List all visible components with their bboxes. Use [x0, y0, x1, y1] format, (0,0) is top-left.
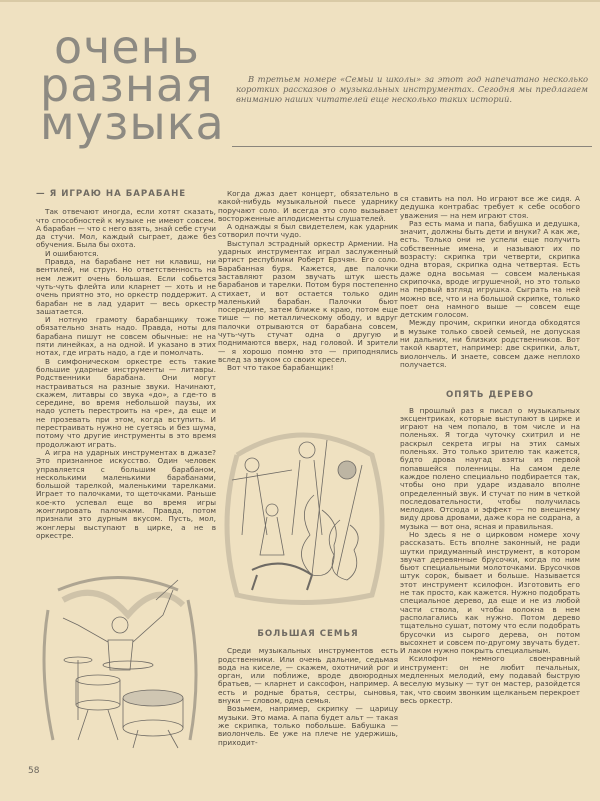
paragraph: Так отвечают иногда, если хотят сказать, что способностей к музыке не имеют совсем. А барабан — что с него взять, знай себе стучи да стучи. Мол, каждый сыграет, даже без обучения. Была бы охота.	[36, 207, 217, 250]
family-orchestra-illustration	[222, 425, 387, 605]
column-middle	[218, 190, 398, 373]
paragraph: А игра на ударных инструментах в джазе? Это признанное искусство. Один человек управляется с большим барабаном, несколькими маленькими барабанами, большой тарелкой, маленькими тарелками. Играет то палочками, то щеточками. Раньше кое-кто успевал еще во время игры жонглировать палочками. Правда, потом признали это дурным вкусом. Пусть, мол, жонглеры выступают в цирке, а не в оркестре.	[36, 447, 216, 540]
divider	[232, 146, 592, 147]
paragraph: Выступал эстрадный оркестр Армении. На ударных инструментах играл заслуженный артист республики Роберт Ерзчян. Его соло. Барабанная буря. Кажется, две палочки заставляют разом звучать штук шесть барабанов и тарелки. Потом буря постепенно стихает, и вот остается только один маленький барабан. Палочки бьют посередине, затем ближе к краю, потом еще тише — по металлическому ободу, и вдруг палочки отрываются от барабана совсем, чуть-чуть стучат одна о другую и поднимаются вверх, над головой. И зрители — я хорошо помню это — приподнялись вслед за звуком со своих кресел.	[218, 238, 398, 364]
column-middle-family	[218, 630, 398, 747]
column-right	[400, 195, 580, 705]
paragraph: Ксилофон немного своенравный инструмент: он не любит печальных, медленных мелодий, ему подавай быструю веселую музыку — тут он мастер, разойдется так, что своим звонким щелканьем перекроет весь оркестр.	[400, 654, 580, 705]
paragraph: И ошибаются.	[45, 248, 99, 258]
paragraph: В симфоническом оркестре есть такие большие ударные инструменты — литавры. Родственники барабана. Они могут настраиваться на разные звуки. Начинают, скажем, литавры со звука «до», а где-то в середине, во время небольшой паузы, их надо успеть перестроить на «ре», да еще и не прозевать при этом, когда вступить. И перестраивать нужно не суетясь и без шума, потому что другие инструменты в это время продолжают играть.	[36, 356, 216, 449]
drummer-illustration	[38, 570, 203, 750]
paragraph: Но здесь я не о цирковом номере хочу рассказать. Есть вполне законный, не ради шутки придуманный инструмент, в котором звучат деревянные брусочки, когда по ним бьют специальными молоточками. Брусочков штук сорок, бывает и больше. Называется этот инструмент ксилофон. Изготовить его не так просто, как кажется. Нужно подобрать специальное дерево, да еще и не из любой части ствола, и чтобы волокна в нем располагались как нужно. Потом дерево тщательно сушат, потому что если подобрать брусочки из сырого дерева, он потом высохнет и совсем по-другому звучать будет. И лаком нужно покрыть специальным.	[400, 529, 580, 656]
column-left	[36, 190, 216, 540]
paragraph: И нотную грамоту барабанщику тоже обязательно знать надо. Правда, ноты для барабана пишут не совсем обычные: не на пяти линейках, а на одной. И указано в этих нотах, где играть надо, а где и помолчать.	[36, 315, 216, 358]
title-line: разная	[40, 58, 214, 112]
section-heading-wood: ОПЯТЬ ДЕРЕВО	[445, 390, 535, 401]
page-number: 58	[28, 766, 40, 776]
paragraph: А однажды я был свидетелем, как ударник сотворил почти чудо.	[218, 222, 398, 240]
section-heading-family: БОЛЬШАЯ СЕМЬЯ	[257, 629, 359, 639]
paragraph: Вот что такое барабанщик!	[227, 363, 334, 373]
page-top-edge	[0, 0, 600, 2]
section-heading-drum: — Я ИГРАЮ НА БАРАБАНЕ	[36, 189, 187, 199]
paragraph: ся ставить на пол. Но играют все же сидя. А дедушка контрабас требует к себе особого уважения — на нем играют стоя.	[400, 194, 580, 220]
title-line: очень	[54, 20, 200, 74]
paragraph: Когда джаз дает концерт, обязательно в какой-нибудь музыкальной пьесе ударнику поручают соло. И всегда это соло вызывает восторженные аплодисменты слушателей.	[218, 189, 398, 223]
paragraph: Правда, на барабане нет ни клавиш, ни вентилей, ни струн. Но ответственность на нем лежит очень большая. Если собьется чуть-чуть флейта или кларнет — хоть и не очень приятно это, но оркестр поддержит. А барабан не в лад ударит — весь оркестр зашатается.	[36, 257, 216, 316]
paragraph: Раз есть мама и папа, бабушка и дедушка, значит, должны быть дети и внуки? А как же, есть. Только они не успели еще получить собственные имена, и называют их по возрасту: скрипка три четверти, скрипка одна вторая, скрипка одна четвертая. Есть даже одна восьмая — совсем маленькая скрипочка, вроде игрушечной, но это только на первый взгляд игрушка. Сыграть на ней можно все, что и на большой скрипке, только поет она намного выше — совсем еще детским голосом.	[400, 218, 580, 320]
paragraph: Между прочим, скрипки иногда обходятся в музыке только своей семьей, не допуская ни дальних, ни близких родственников. Вот такой квартет, например: две скрипки, альт, виолончель. И знаете, совсем даже неплохо получается.	[400, 318, 580, 369]
paragraph: В прошлый раз я писал о музыкальных эксцентриках, которые выступают в цирке и играют на чем попало, в том числе и на поленьях. Я тогда чуточку схитрил и не раскрыл секрета игры на этих самых поленьях. Это только зрителю так кажется, будто дрова наугад взяты из первой попавшейся поленницы. На самом деле каждое полено специально подбирается так, чтобы оно при ударе издавало вполне определенный звук. И стучат по ним в четкой последовательности, чтобы получилась мелодия. Отсюда и эффект — по внешнему виду дрова дровами, даже кора не содрана, а музыка — вот она, ясная и правильная.	[400, 405, 580, 531]
paragraph: Возьмем, например, скрипку — царицу музыки. Это мама. А папа будет альт — такая же скрипка, только побольше. Бабушка — виолончель. Ее уже на плече не удержишь, приходит-	[218, 704, 398, 747]
article-title	[40, 20, 225, 150]
title-line: музыка	[40, 96, 225, 150]
paragraph: Среди музыкальных инструментов есть родственники. Или очень дальние, седьмая вода на киселе, — скажем, охотничий рог и орган, или поближе, вроде двоюродных братьев, — кларнет и саксофон, например. А есть и родные братья, сестры, сыновья, внуки — словом, одна семья.	[218, 646, 398, 706]
intro-text: В третьем номере «Семьи и школы» за этот год напечатано несколько коротких рассказов о музыкальных инструментах. Сегодня мы предлагаем вниманию наших читателей еще несколько таких историй.	[236, 74, 588, 104]
